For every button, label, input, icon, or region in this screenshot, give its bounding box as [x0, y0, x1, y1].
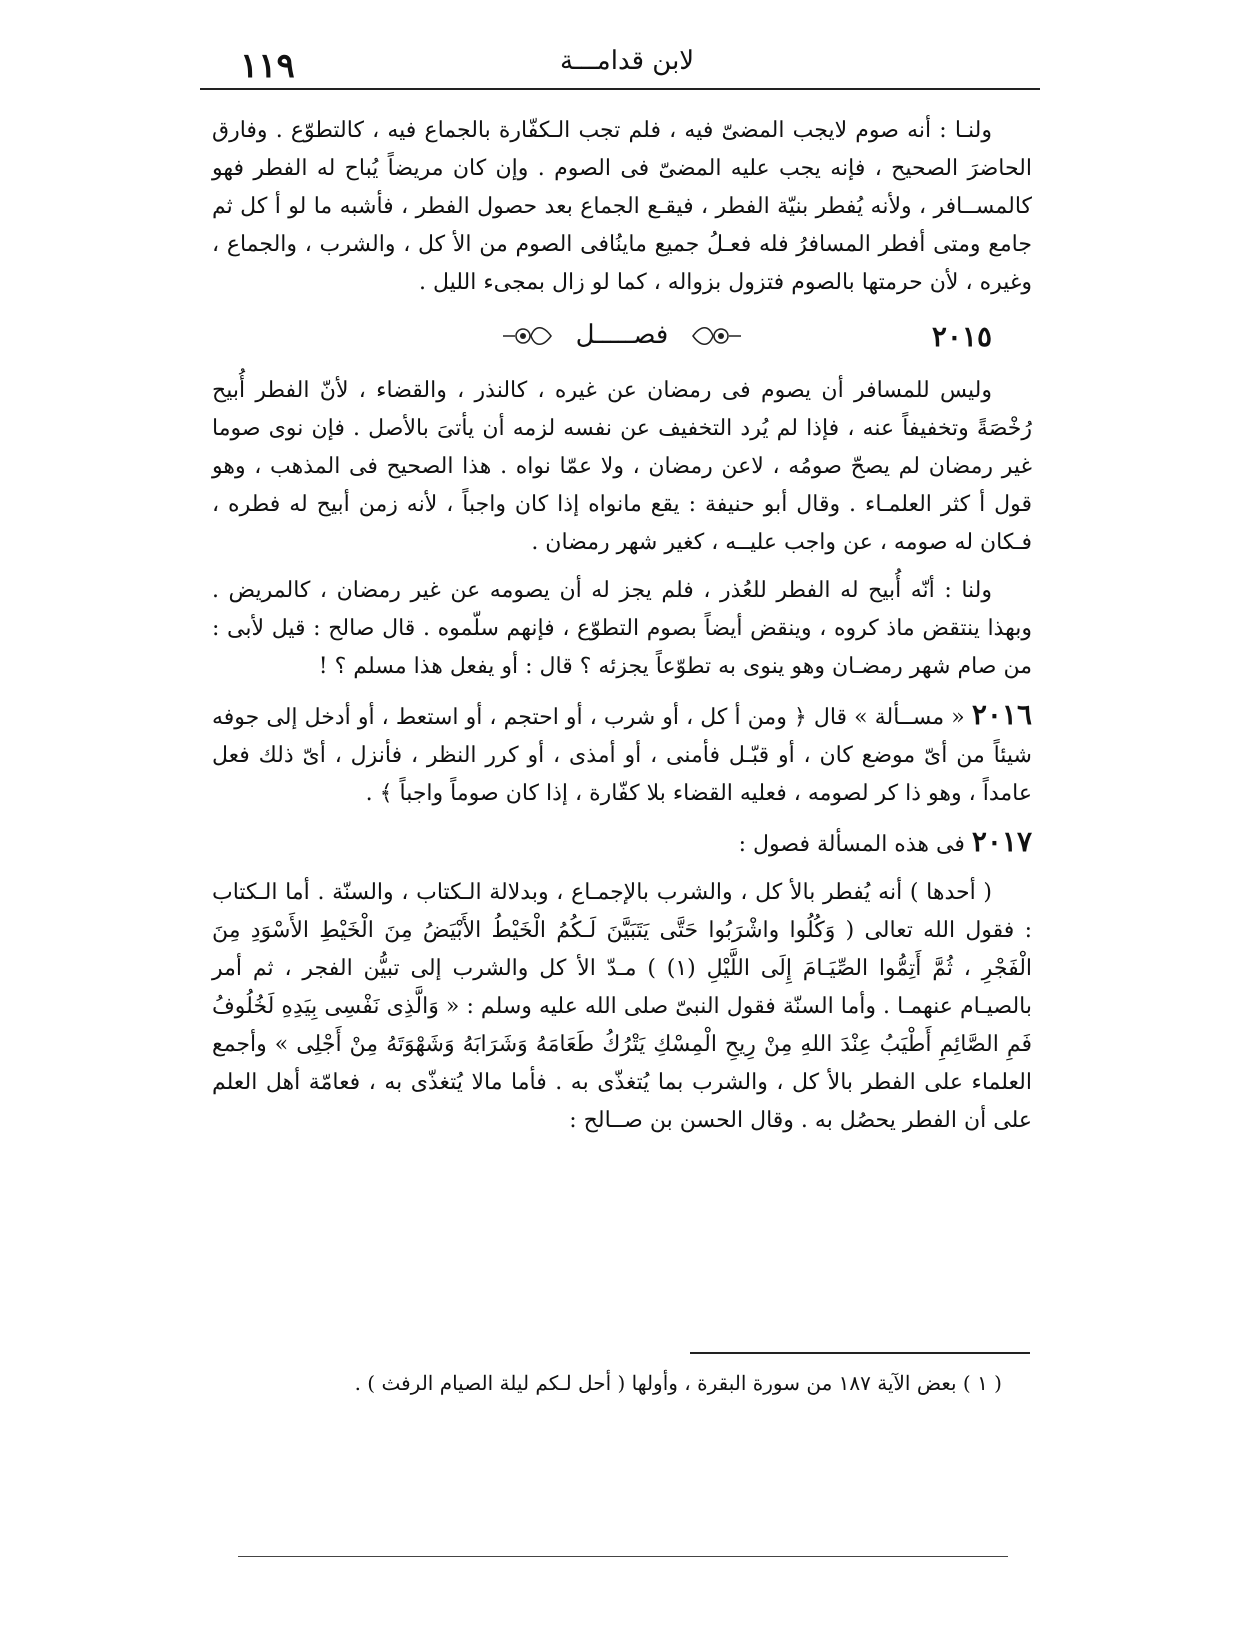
footnote: ( ١ ) بعض الآية ١٨٧ من سورة البقرة ، وأولها ( أحل لـكم ليلة الصيام الرفث ) .	[354, 1371, 1002, 1395]
paragraph-5-text: فى هذه المسألة فصول :	[738, 832, 965, 857]
header-rule	[200, 88, 1040, 90]
bottom-rule	[238, 1556, 1008, 1557]
issue-number-2016: ٢٠١٦	[971, 698, 1032, 731]
paragraph-3: ولنا : أنّه أُبيح له الفطر للعُذر ، فلم يجز له أن يصومه عن غير رمضان ، كالمريض . وبهذا ينتقض ماذ كروه ، وينقض أيضاً بصوم التطوّع ، فإنهم سلّموه . قال صالح : قيل لأبى : من صام شهر رمضـان وهو ينوى به تطوّعاً يجزئه ؟ قال : أو يفعل هذا مسلم ؟ !	[212, 578, 1032, 679]
section-number: ٢٠١٥	[931, 320, 992, 353]
footnote-rule	[690, 1352, 1030, 1354]
page-number: ١١٩	[240, 46, 295, 86]
paragraph-4-text: « مســألة » قال ﴿ ومن أ كل ، أو شرب ، أو احتجم ، أو استعط ، أو أدخل إلى جوفه شيئاً من أىّ موضع كان ، أو قبّـل فأمنى ، أو أمذى ، أو كرر النظر ، فأنزل ، أىّ ذلك فعل عامداً ، وهو ذا كر لصومه ، فعليه القضاء بلا كفّارة ، إذا كان صوماً واجباً ﴾ .	[212, 705, 1032, 806]
paragraph-1: ولنـا : أنه صوم لايجب المضىّ فيه ، فلم تجب الـكفّارة بالجماع فيه ، كالتطوّع . وفارق الحاضرَ الصحيح ، فإنه يجب عليه المضىّ فى الصوم . وإن كان مريضاً يُباح له الفطر فهو كالمســافر ، ولأنه يُفطر بنيّة الفطر ، فيقـع الجماع بعد حصول الفطر ، فأشبه ما لو أ كل ثم جامع ومتى أفطر المسافرُ فله فعـلُ جميع ماينُافى الصوم من الأ كل ، والشرب ، والجماع ، وغيره ، لأن حرمتها بالصوم فتزول بزواله ، كما لو زال بمجىء الليل .	[212, 118, 1032, 295]
section-heading	[212, 312, 1032, 360]
page-header	[200, 44, 1040, 84]
section-title-wrap	[212, 316, 1032, 354]
paragraph-4	[212, 696, 1032, 813]
paragraph-6: ( أحدها ) أنه يُفطر بالأ كل ، والشرب بالإجمـاع ، وبدلالة الـكتاب ، والسنّة . أما الـكتاب : فقول الله تعالى ( وَكُلُوا واشْرَبُوا حَتَّى يَتَبَيَّنَ لَـكُمُ الْخَيْطُ الأَبْيَضُ مِنَ الْخَيْطِ الأَسْوَدِ مِنَ الْفَجْرِ ، ثُمَّ أَتِمُّوا الصِّيَـامَ إِلَى اللَّيْلِ (١) ) مـدّ الأ كل والشرب إلى تبيُّن الفجر ، ثم أمر بالصيـام عنهمـا . وأما السنّة فقول النبىّ صلى الله عليه وسلم : « وَالَّذِى نَفْسِى بِيَدِهِ لَخُلُوفُ فَمِ الصَّائِمِ أَطْيَبُ عِنْدَ اللهِ مِنْ رِيحِ الْمِسْكِ يَتْرُكُ طَعَامَهُ وَشَرَابَهُ وَشَهْوَتَهُ مِنْ أَجْلِى » وأجمع العلماء على الفطر بالأ كل ، والشرب بما يُتغذّى به . فأما مالا يُتغذّى به ، فعامّة أهل العلم على أن الفطر يحصُل به . وقال الحسن بن صــالح :	[212, 880, 1033, 1133]
ornament-right-icon	[691, 323, 743, 349]
ornament-left-icon	[501, 323, 553, 349]
paragraph-2: وليس للمسافر أن يصوم فى رمضان عن غيره ، كالنذر ، والقضاء ، لأنّ الفطر أُبيح رُخْصَةً وتخفيفاً عنه ، فإذا لم يُرد التخفيف عن نفسه لزمه أن يأتىَ بالأصل . فإن نوى صوما غير رمضان لم يصحّ صومُه ، لاعن رمضان ، ولا عمّا نواه . هذا الصحيح فى المذهب ، وهو قول أ كثر العلمـاء . وقال أبو حنيفة : يقع مانواه إذا كان واجباً ، لأنه زمن أبيح له فطره ، فـكان له صومه ، عن واجب عليــه ، كغير شهر رمضان .	[212, 378, 1032, 555]
section-title: فصـــــل	[575, 320, 669, 350]
running-title: لابن قدامـــة	[560, 46, 695, 76]
main-text	[212, 112, 1032, 1150]
issue-number-2017: ٢٠١٧	[971, 825, 1032, 858]
paragraph-5	[212, 823, 1032, 864]
